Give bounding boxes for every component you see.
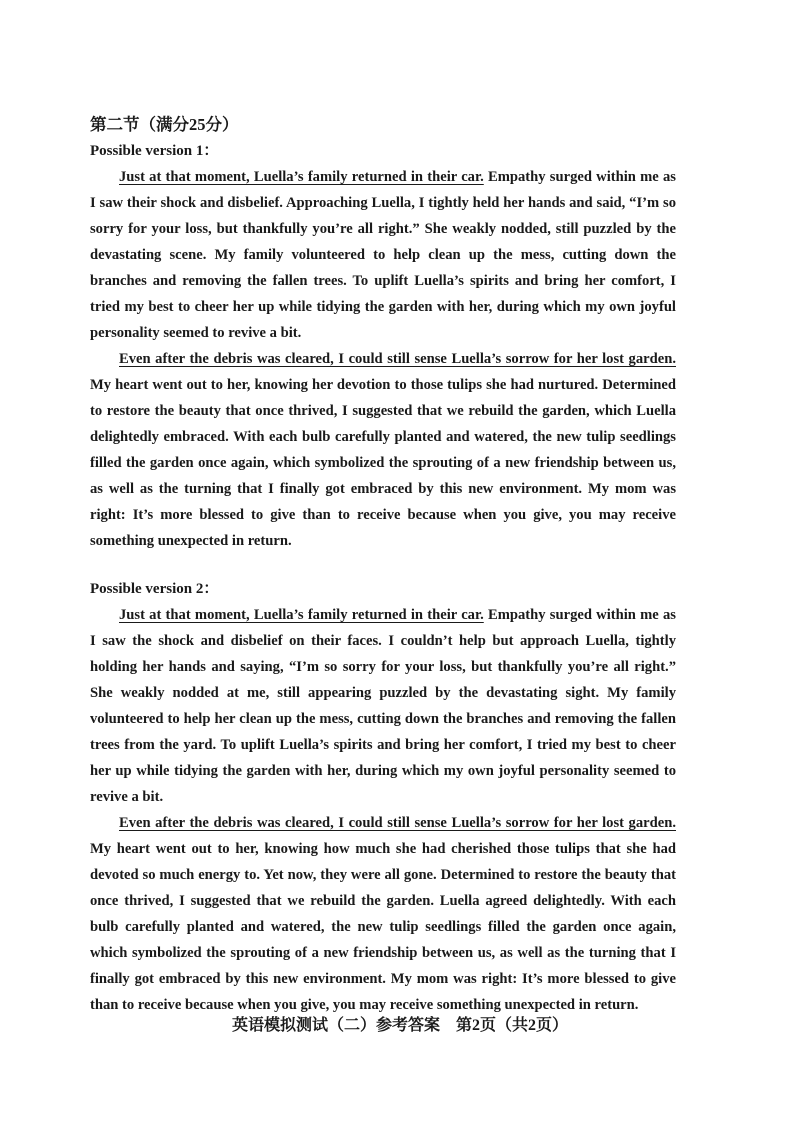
version-2-label: Possible version 2： [90, 581, 219, 597]
section-gap [90, 554, 676, 576]
page-footer: 英语模拟测试（二）参考答案 第2页（共2页） [231, 1017, 568, 1034]
version-1-paragraph-2 [90, 346, 676, 554]
version-2 [90, 576, 676, 1018]
version-1-paragraph-2-body: My heart went out to her, knowing her devotion to those tulips she had nurtured. Determined to restore the beauty that once thrived, I suggested that we rebuild the garden, which Luella delightedly embraced. With each bulb carefully planted and watered, the new tulip seedlings filled the garden once again, which symbolized the sprouting of a new friendship between us, as well as the turning that I finally got embraced by this new environment. My mom was right: It’s more blessed to give than to receive because when you give, you may receive something unexpected in return. [90, 377, 676, 549]
version-2-paragraph-2 [90, 810, 676, 1018]
answer-content [90, 112, 676, 1018]
section-heading: 第二节（满分25分） [90, 115, 239, 134]
version-1-paragraph-1-body: Empathy surged within me as I saw their shock and disbelief. Approaching Luella, I tightly held her hands and said, “I’m so sorry for your loss, but thankfully you’re all right.” She weakly nodded, still puzzled by the devastating scene. My family volunteered to help clean up the mess, cutting down the branches and removing the fallen trees. To uplift Luella’s spirits and bring her comfort, I tried my best to cheer her up while tidying the garden with her, during which my own joyful personality seemed to revive a bit. [90, 169, 676, 341]
version-2-paragraph-2-opening: Even after the debris was cleared, I could still sense Luella’s sorrow for her lost garden. [119, 815, 676, 831]
version-2-paragraph-1-opening: Just at that moment, Luella’s family returned in their car. [119, 607, 484, 623]
version-1-paragraph-1 [90, 164, 676, 346]
version-2-paragraph-2-body: My heart went out to her, knowing how much she had cherished those tulips that she had devoted so much energy to. Yet now, they were all gone. Determined to restore the beauty that once thrived, I suggested that we rebuild the garden. Luella agreed delightedly. With each bulb carefully planted and watered, the new tulip seedlings filled the garden once again, which symbolized the sprouting of a new friendship between us, as well as the turning that I finally got embraced by this new environment. My mom was right: It’s more blessed to give than to receive because when you give, you may receive something unexpected in return. [90, 841, 676, 1013]
version-2-paragraph-1 [90, 602, 676, 810]
version-1 [90, 138, 676, 554]
version-1-paragraph-2-opening: Even after the debris was cleared, I could still sense Luella’s sorrow for her lost garden. [119, 351, 676, 367]
version-1-label: Possible version 1： [90, 143, 219, 159]
version-1-paragraph-1-opening: Just at that moment, Luella’s family returned in their car. [119, 169, 484, 185]
version-2-paragraph-1-body: Empathy surged within me as I saw the shock and disbelief on their faces. I couldn’t help but approach Luella, tightly holding her hands and saying, “I’m so sorry for your loss, but thankfully you’re all right.” She weakly nodded at me, still appearing puzzled by the devastating sight. My family volunteered to help her clean up the mess, cutting down the branches and removing the fallen trees from the yard. To uplift Luella’s spirits and bring her comfort, I tried my best to cheer her up while tidying the garden with her, during which my own joyful personality seemed to revive a bit. [90, 607, 676, 805]
